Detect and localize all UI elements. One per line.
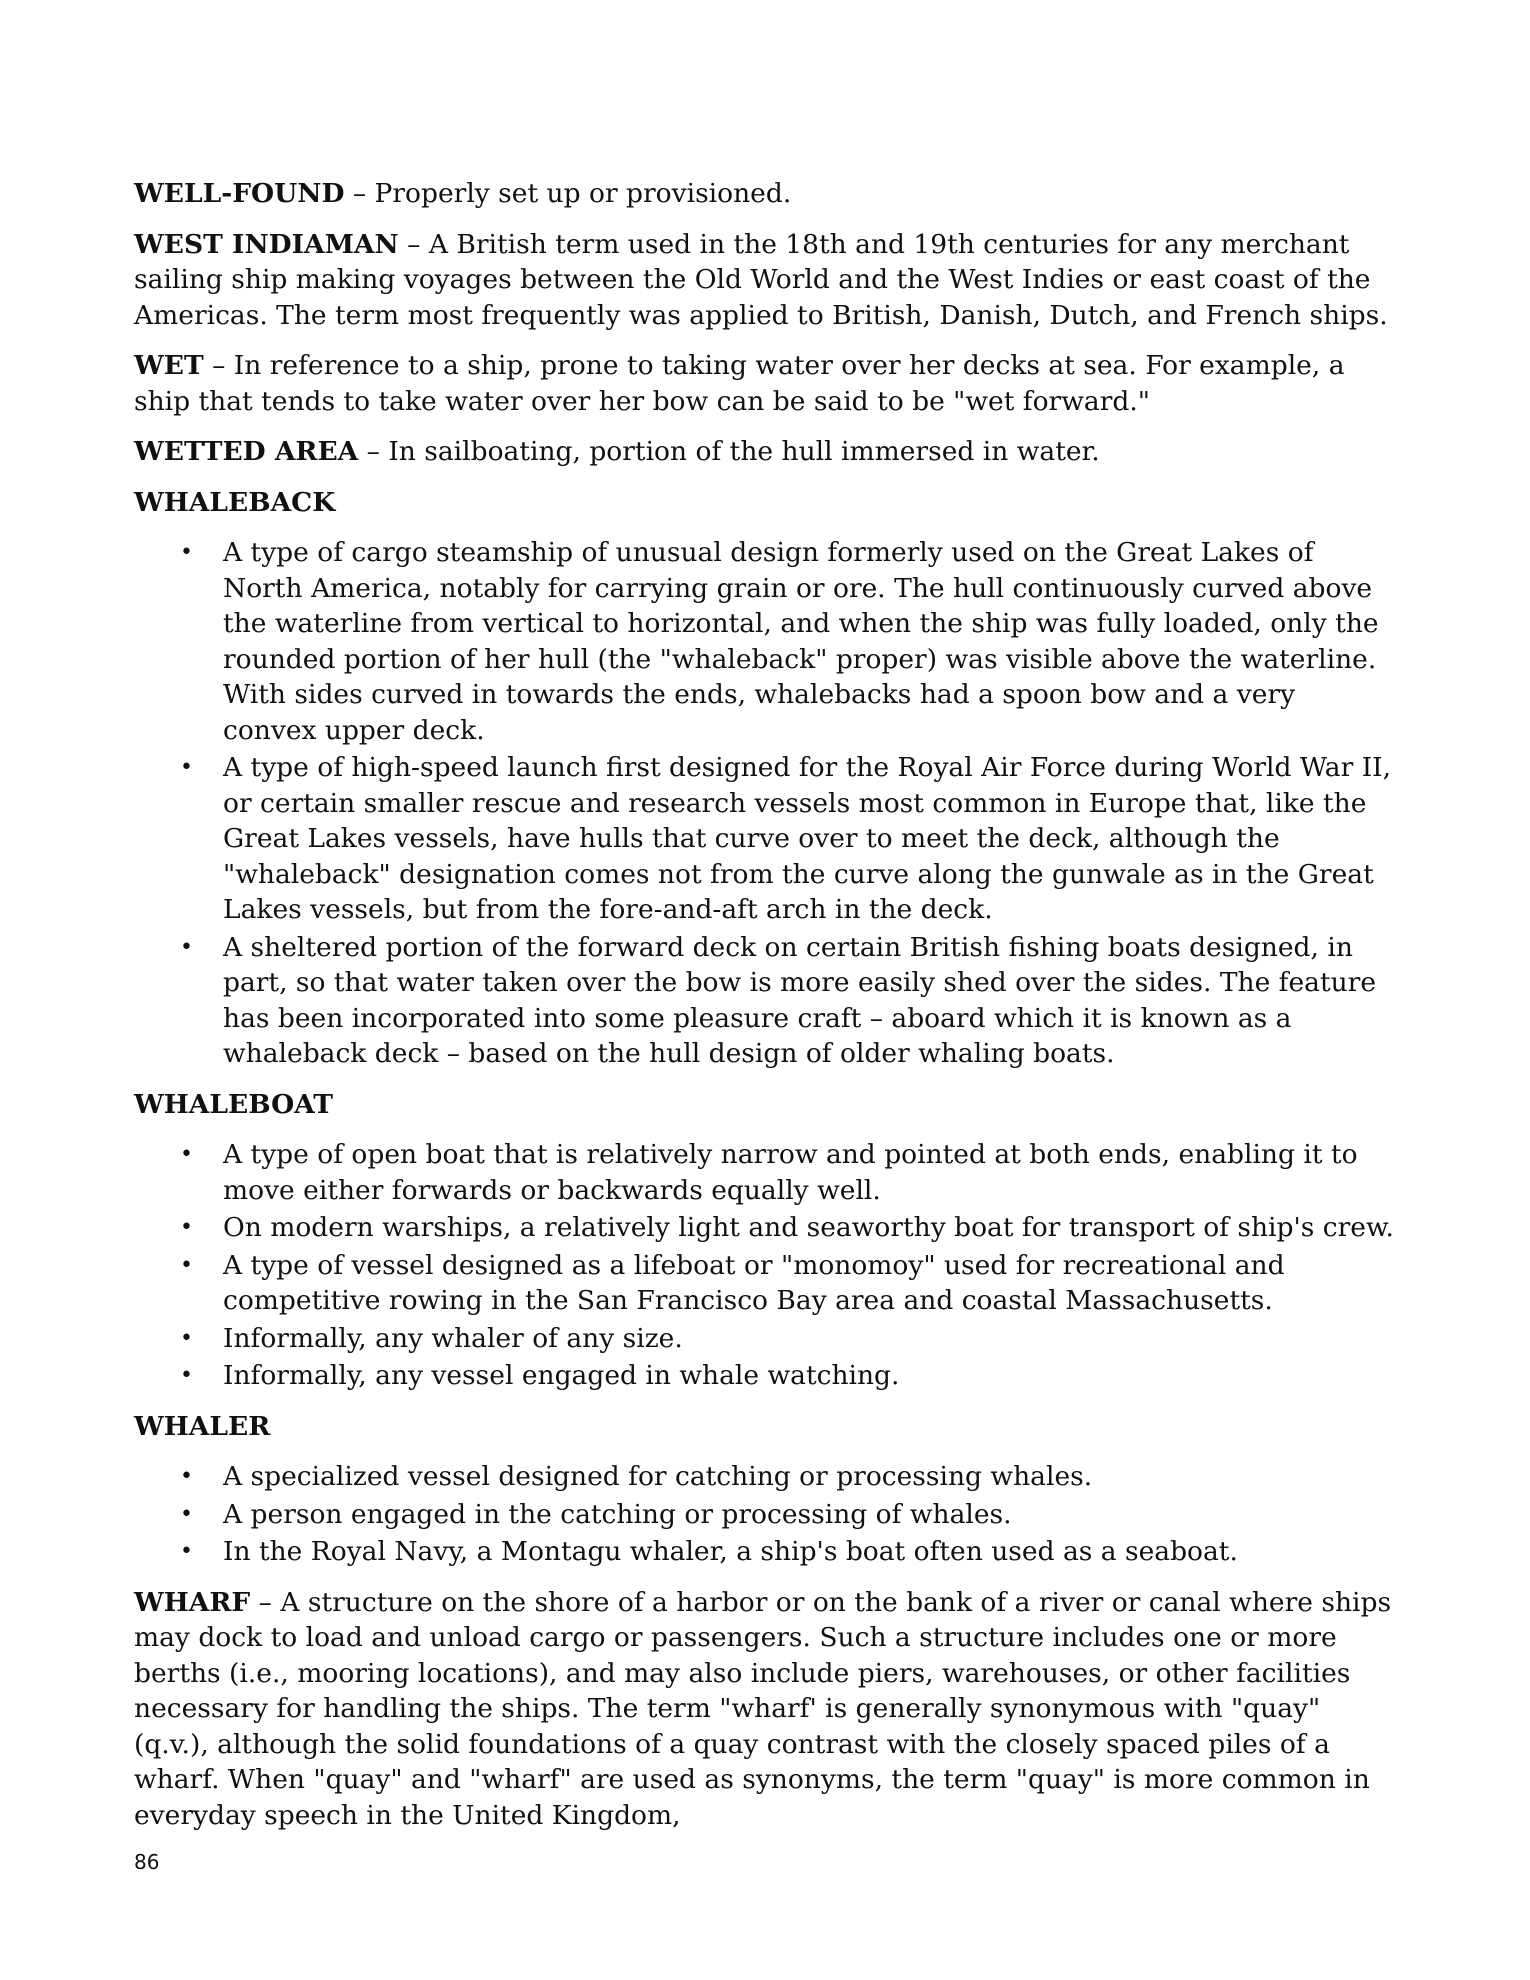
entry-separator: – [398, 228, 429, 260]
list-item [180, 930, 1396, 1072]
list-item [180, 1534, 1396, 1570]
bullet-icon: • [180, 1325, 193, 1351]
entry-separator: – [203, 350, 234, 381]
entry-definition: A British term used in the 18th and 19th centuries for any merchant sailing ship making voyages between the Old World and the West Indies or east coast of the Americas. The term most frequently was applied to British, Danish, Dutch, and French ships. [134, 228, 1388, 331]
entry-definition: A structure on the shore of a harbor or on the bank of a river or canal where ships may dock to load and unload cargo or passengers. Such a structure includes one or more berths (i.e., mooring locations), and may also include piers, warehouses, or other facilities necessary for handling the ships. The term "wharf' is generally synonymous with "quay" (q.v.), although the solid foundations of a quay contrast with the closely spaced piles of a wharf. When "quay" and "wharf" are used as synonyms, the term "quay" is more common in everyday speech in the United Kingdom, [134, 1586, 1392, 1831]
glossary-entry-wet [134, 348, 1396, 419]
entry-definition: Properly set up or provisioned. [374, 178, 792, 209]
glossary-page [134, 176, 1396, 1848]
bullet-icon: • [180, 934, 193, 960]
list-item-text: A sheltered portion of the forward deck on certain British fishing boats designed, in part, so that water taken over the bow is more easily shed over the sides. The feature has been incorporated into some pleasure craft – aboard which it is known as a whaleback deck – based on the hull design of older whaling boats. [223, 931, 1377, 1069]
list-item-text: Informally, any whaler of any size. [223, 1322, 683, 1354]
list-item-text: A type of high-speed launch first designed for the Royal Air Force during World War II, or certain smaller rescue and research vessels most common in Europe that, like the Great Lakes vessels, have hulls that curve over to meet the deck, although the "whaleback" designation comes not from the curve along the gunwale as in the Great Lakes vessels, but from the fore-and-aft arch in the deck. [223, 752, 1392, 925]
list-item-text: On modern warships, a relatively light and seaworthy boat for transport of ship's crew. [223, 1212, 1394, 1243]
entry-term: WEST INDIAMAN [134, 228, 399, 260]
list-item-text: A person engaged in the catching or processing of whales. [223, 1498, 1012, 1530]
list-item [180, 1137, 1396, 1208]
page-number: 86 [134, 1850, 160, 1874]
glossary-heading-whaleboat: WHALEBOAT [134, 1088, 333, 1120]
list-item [180, 1497, 1396, 1533]
glossary-heading-whaleback: WHALEBACK [134, 486, 336, 518]
list-item [180, 1248, 1396, 1319]
bullet-icon: • [180, 755, 193, 780]
whaleback-definition-list [134, 535, 1396, 1072]
entry-term: WET [134, 350, 204, 381]
bullet-icon: • [180, 1501, 193, 1527]
whaleboat-definition-list [134, 1137, 1396, 1394]
entry-definition: In sailboating, portion of the hull immersed in water. [388, 436, 1100, 467]
bullet-icon: • [180, 1252, 193, 1278]
bullet-icon: • [180, 1142, 193, 1167]
list-item-text: A type of vessel designed as a lifeboat or "monomoy" used for recreational and competitive rowing in the San Francisco Bay area and coastal Massachusetts. [223, 1249, 1285, 1316]
glossary-entry-wharf [134, 1585, 1396, 1834]
entry-term: WHARF [134, 1586, 251, 1618]
list-item-text: In the Royal Navy, a Montagu whaler, a ship's boat often used as a seaboat. [223, 1536, 1238, 1567]
list-item [180, 1321, 1396, 1357]
glossary-entry-west-indiaman [134, 227, 1396, 334]
entry-term: WETTED AREA [134, 436, 359, 467]
bullet-icon: • [180, 1539, 193, 1564]
glossary-entry-wetted-area [134, 434, 1396, 470]
list-item [180, 1459, 1396, 1495]
list-item-text: A type of cargo steamship of unusual design formerly used on the Great Lakes of North America, notably for carrying grain or ore. The hull continuously curved above the waterline from vertical to horizontal, and when the ship was fully loaded, only the rounded portion of her hull (the "whaleback" proper) was visible above the waterline. With sides curved in towards the ends, whalebacks had a spoon bow and a very convex upper deck. [223, 537, 1379, 746]
list-item [180, 1210, 1396, 1246]
list-item [180, 1358, 1396, 1394]
glossary-entry-well-found [134, 176, 1396, 212]
list-item-text: A specialized vessel designed for catching or processing whales. [223, 1461, 1093, 1492]
bullet-icon: • [180, 1215, 193, 1240]
bullet-icon: • [180, 1363, 193, 1388]
entry-separator: – [250, 1586, 281, 1618]
entry-separator: – [358, 436, 389, 467]
entry-separator: – [344, 178, 375, 209]
list-item-text: A type of open boat that is relatively narrow and pointed at both ends, enabling it to move either forwards or backwards equally well. [223, 1139, 1358, 1206]
list-item-text: Informally, any vessel engaged in whale watching. [223, 1360, 900, 1391]
list-item [180, 535, 1396, 748]
entry-definition: In reference to a ship, prone to taking water over her decks at sea. For example, a ship that tends to take water over her bow can be said to be "wet forward." [134, 350, 1345, 417]
entry-term: WELL-FOUND [134, 178, 345, 209]
whaler-definition-list [134, 1459, 1396, 1570]
bullet-icon: • [180, 1464, 193, 1489]
glossary-heading-whaler: WHALER [134, 1410, 271, 1442]
list-item [180, 750, 1396, 928]
bullet-icon: • [180, 540, 193, 565]
